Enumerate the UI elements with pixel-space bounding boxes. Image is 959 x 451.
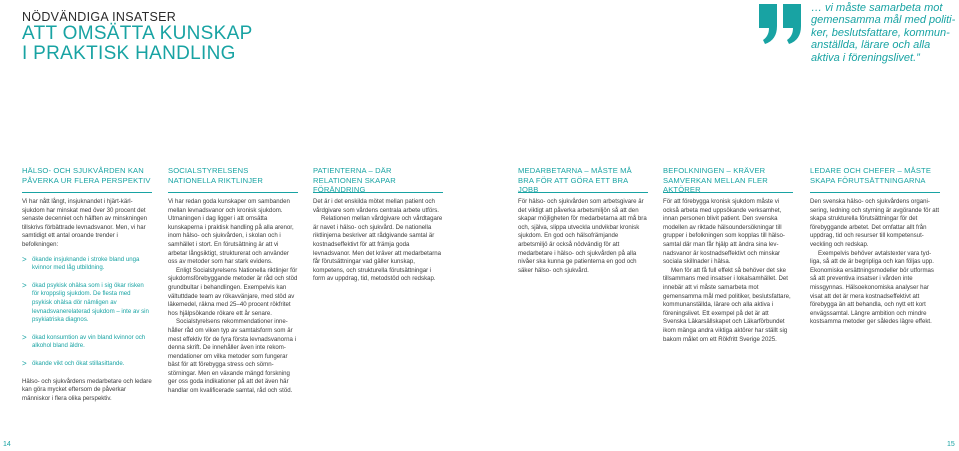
page-number-left: 14 [3,441,11,448]
column-healthcare-perspectives [22,166,152,403]
quotation-marks-icon [757,2,805,46]
page-title [22,24,262,64]
column-heading: BEFOLKNINGEN – KRÄVER SAMVERKAN MELLAN FLER AKTÖRER [663,166,768,195]
list-item: > ökad psykisk ohälsa som i sig ökar risken för kroppslig sjukdom. De flesta med psykisk ohälsa dör nämligen av levnadsvanerelaterad sjukdom – inte av sin psykiatriska diagnos. [22,280,149,324]
title-line-2: I PRAKTISK HANDLING [22,43,236,64]
column-paragraph: Socialstyrelsens rekommendationer innehåller råd om viken typ av samtalsform som är mest effektiv för de fyra första levnadsvanorna i denna skrift. De innehåller även inte rekommendationer om vilka metoder som fungerar bäst för att förebygga stress och sömnstörningar. Men en växande mängd forskning ger oss goda indikationer på att det även här handlar om kvalificerade samtal, råd och stöd. [168,318,296,395]
column-heading: HÄLSO- OCH SJUKVÅRDEN KAN PÅVERKA UR FLERA PERSPEKTIV [22,166,151,185]
column-paragraph: Exempelvis behöver avtalstexter vara tydliga, så att de är begripliga och kan följas upp. Ekonomiska ersättningsmodeller bör utformas så att preventiva insatser i vården inte missgynnas. Hälsoekonomiska analyser har visat att det är mera kostnadseffektivt att förebygga än att behandla, och nytt ett kort envägssamtal. Längre ambition och mindre kostsamma metoder ger således lägre effekt. [810,249,934,326]
column-employees [518,166,648,275]
column-heading: MEDARBETARNA – MÅSTE MÅ BRA FÖR ATT GÖRA ETT BRA JOBB [518,166,632,195]
column-heading: SOCIALSTYRELSENS NATIONELLA RIKTLINJER [168,166,264,185]
title-line-1: ATT OMSÄTTA KUNSKAP [22,23,253,44]
column-paragraph: Relationen mellan vårdgivare och vårdtagare är navet i hälso- och sjukvård. De nationella riktlinjerna beskriver att rådgivande samtal är kostnadseffektivt för att främja goda levnadsvanor. Men det kräver att medarbetarna får förutsättningar vad gäller kunskap, kompetens, och strukturella förutsättningar i form av uppdrag, tid, metodstöd och redskap. [313,215,443,283]
chevron-right-icon: > [22,254,27,264]
column-paragraph: Den svenska hälso- och sjukvårdens organisering, ledning och styrning är avgörande för att skapa strukturella förutsättningar för det förebyggande arbetet. Det omfattar allt från uppdrag, tid och resurser till kompetensutveckling och redskap. [810,198,940,248]
section-kicker: NÖDVÄNDIGA INSATSER [22,10,177,24]
column-paragraph: Vi har redan goda kunskaper om sambanden mellan levnadsvanor och kronisk sjukdom. Utmaningen i dag ligger i att omsätta kunskaperna i praktisk handling på alla arenor, inom hälso- och sjukvården, i skolan och i samhället i stort. En förutsättning är att vi arbetar långsiktigt, strukturerat och använder oss av metoder som har stark evidens. [168,198,294,266]
column-divider [168,192,298,193]
column-paragraph: För att förebygga kronisk sjukdom måste vi också arbeta med uppsökande verksamhet, innan personen blivit patient. Den svenska modellen av riktade hälsoundersökningar till grupper i befolkningen som kopplas till hälsosamtal där man får hjälp att ändra sina levnadsvanor är kostnadseffektivt och minskar sociala skillnader i hälsa. [663,198,785,266]
column-national-guidelines [168,166,298,396]
column-paragraph: Vi har nått långt, insjuknandet i hjärt-kärlsjukdom har minskat med över 30 procent det senaste decenniet och hälften av minskningen tillskrivs förbättrade levnadsvanor. Men, vi har samtidigt ett antal oroande trender i befolkningen: [22,198,148,248]
column-population [663,166,793,344]
list-item: > ökande vikt och ökat stillasittande. [22,358,125,368]
column-paragraph: Hälso- och sjukvårdens medarbetare och ledare kan göra mycket eftersom de påverkar människor i flera olika perspektiv. [22,377,152,402]
column-divider [810,192,940,193]
column-paragraph: Men för att få full effekt så behöver det ske tillsammans med insatser i lokalsamhället. Det innebär att vi måste samarbeta mot gemensamma mål med politiker, beslutsfattare, kommunanställda, lärare och alla aktiva i föreningslivet. Ett exempel på det är att Svenska Läkarsällskapet och Läkarförbundet ikom mänga andra viktiga aktörer har ställt sig bakom målet om ett Rökfritt Sverige 2025. [663,266,791,343]
chevron-right-icon: > [22,280,27,290]
chevron-right-icon: > [22,332,27,342]
column-paragraph: Enligt Socialstyrelsens Nationella riktlinjer för sjukdomsförebyggande metoder är råd och stöd grundbultar i behandlingen. Exempelvis kan vältuttdade team av rökavvänjare, med stöd av läkemedel, räkna med 25–40 procent rökfritet hos hjälpsökande rökare ett år senare. [168,266,298,317]
trend-list [22,256,152,369]
list-item: > ökande insjuknande i stroke bland unga kvinnor med låg utbildning. [22,254,140,272]
column-heading: PATIENTERNA – DÄR RELATIONEN SKAPAR FÖRÄNDRING [313,166,396,195]
column-leaders [810,166,940,327]
list-item: > ökad konsumtion av vin bland kvinnor och alkohol bland äldre. [22,332,146,350]
column-paragraph: För hälso- och sjukvården som arbetsgivare är det viktigt att påverka arbetsmiljön så att den skapar möjligheten för medarbetarna att må bra och, själva, slippa utveckla undvikbar kronisk sjukdom. En god och hälsofrämjande arbetsmiljö är också nödvändig för att medarbetare i hälso- och sjukvården på alla nivåer ska kunna ge patienterna en god och säker hälso- och sjukvård. [518,198,647,274]
pull-quote: … vi måste samarbeta mot gemensamma mål med politiker, beslutsfattare, kommunanställda, lärare och alla aktiva i föreningslivet.” [811,2,956,64]
column-patients [313,166,443,284]
column-heading: LEDARE OCH CHEFER – MÅSTE SKAPA FÖRUTSÄTTNINGARNA [810,166,932,185]
column-divider [22,192,152,193]
chevron-right-icon: > [22,358,27,368]
column-paragraph: Det är i det enskilda mötet mellan patient och vårdgivare som vårdens centrala arbete utförs. [313,198,439,214]
page-number-right: 15 [947,441,955,448]
